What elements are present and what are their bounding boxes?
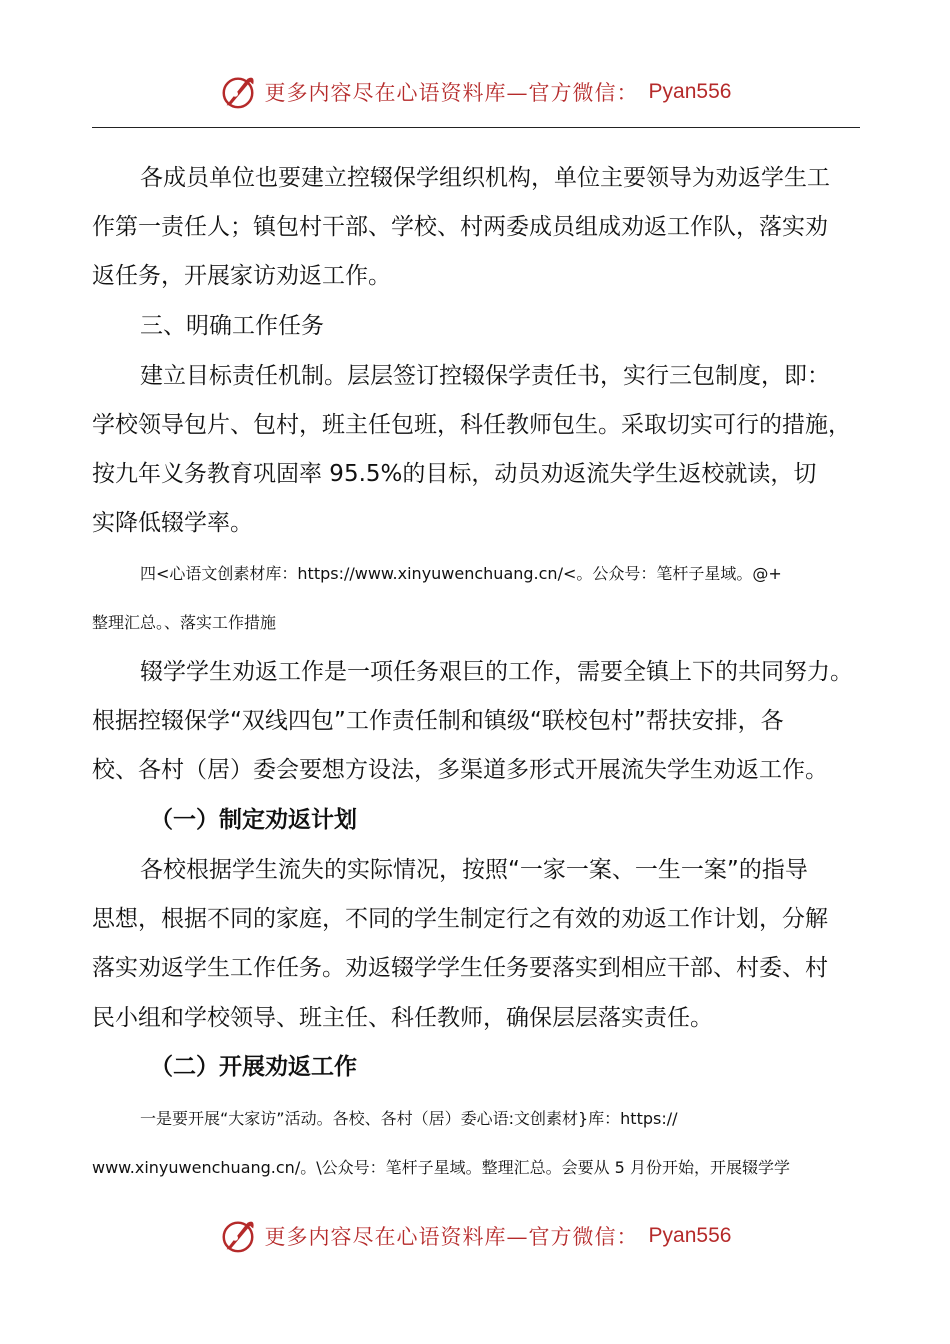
quill-logo-icon: [219, 1217, 257, 1255]
section-heading: 三、明确工作任务: [140, 313, 324, 339]
header-divider: [92, 127, 860, 128]
banner-text: 更多内容尽在心语资料库—官方微信：: [264, 81, 639, 105]
paragraph-line: 辍学学生劝返工作是一项任务艰巨的工作，需要全镇上下的共同努力。: [140, 659, 853, 685]
paragraph-line: 各成员单位也要建立控辍保学组织机构，单位主要领导为劝返学生工: [140, 165, 830, 191]
header-watermark-banner: [0, 68, 950, 116]
paragraph-line: 实降低辍学率。: [92, 510, 253, 536]
footer-watermark-banner: [0, 1212, 950, 1260]
quill-logo-icon: [219, 73, 257, 111]
paragraph-line: 民小组和学校领导、班主任、科任教师，确保层层落实责任。: [92, 1005, 713, 1031]
paragraph-line: 根据控辍保学“双线四包”工作责任制和镇级“联校包村”帮扶安排，各: [92, 708, 784, 734]
banner-wechat-id: Pyan556: [648, 1224, 732, 1247]
subsection-heading: （二）开展劝返工作: [150, 1054, 357, 1080]
watermark-note-line: 四<心语文创素材库：https://www.xinyuwenchuang.cn/<。公众号：笔杆子星域。@+: [140, 564, 782, 583]
paragraph-line: 建立目标责任机制。层层签订控辍保学责任书，实行三包制度，即：: [140, 363, 830, 389]
paragraph-line: 校、各村（居）委会要想方设法，多渠道多形式开展流失学生劝返工作。: [92, 757, 828, 783]
subsection-heading: （一）制定劝返计划: [150, 807, 357, 833]
paragraph-line: 各校根据学生流失的实际情况，按照“一家一案、一生一案”的指导: [140, 857, 808, 883]
banner-text: 更多内容尽在心语资料库—官方微信：: [264, 1225, 639, 1249]
paragraph-line: 按九年义务教育巩固率 95.5%的目标，动员劝返流失学生返校就读，切: [92, 461, 817, 487]
paragraph-line: 学校领导包片、包村，班主任包班，科任教师包生。采取切实可行的措施，: [92, 412, 851, 438]
paragraph-line: 思想，根据不同的家庭，不同的学生制定行之有效的劝返工作计划，分解: [92, 906, 828, 932]
paragraph-line: 作第一责任人；镇包村干部、学校、村两委成员组成劝返工作队，落实劝: [92, 214, 828, 240]
paragraph-line: 落实劝返学生工作任务。劝返辍学学生任务要落实到相应干部、村委、村: [92, 955, 828, 981]
banner-wechat-id: Pyan556: [648, 80, 732, 103]
watermark-note-line: 整理汇总。、落实工作措施: [92, 613, 277, 632]
watermark-note-line: www.xinyuwenchuang.cn/。\公众号：笔杆子星域。整理汇总。会要从 5 月份开始，开展辍学学: [92, 1158, 790, 1177]
paragraph-line: 返任务，开展家访劝返工作。: [92, 263, 391, 289]
watermark-note-line: 一是要开展“大家访”活动。各校、各村（居）委心语:文创素材}库：https://: [140, 1109, 678, 1128]
